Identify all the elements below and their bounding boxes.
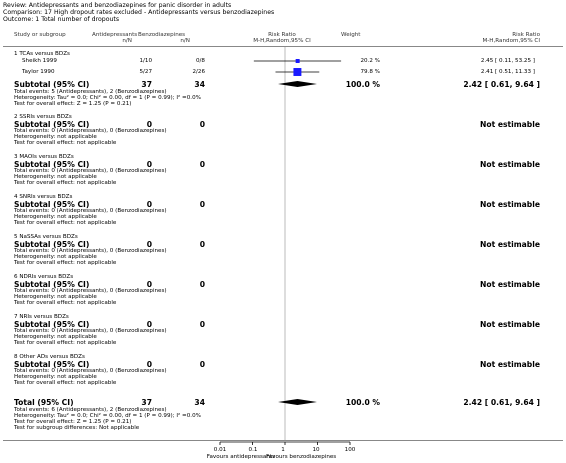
not-estimable: Not estimable xyxy=(480,360,540,369)
tick-label: 10 xyxy=(312,447,320,453)
col-benzodiazepines-sub: n/N xyxy=(180,38,190,44)
tick-label: 100 xyxy=(344,447,356,453)
subtotal-label: Subtotal (95% CI) xyxy=(14,200,90,209)
subtotal-weight: 100.0 % xyxy=(345,80,380,89)
subtotal-rr: 2.42 [ 0.61, 9.64 ] xyxy=(463,80,540,89)
subtotal-ad: 0 xyxy=(146,200,152,209)
not-estimable: Not estimable xyxy=(480,200,540,209)
heterogeneity: Heterogeneity: not applicable xyxy=(14,374,97,380)
subtotal-bz: 0 xyxy=(199,200,205,209)
subtotal-label: Subtotal (95% CI) xyxy=(14,240,90,249)
heterogeneity: Heterogeneity: not applicable xyxy=(14,254,97,260)
heterogeneity: Heterogeneity: Tau² = 0.0; Chi² = 0.00, df = 1 (P = 0.99); I² =0.0% xyxy=(14,95,201,101)
pooled-diamond xyxy=(278,81,317,87)
total-events: Total events: 0 (Antidepressants), 0 (Benzodiazepines) xyxy=(14,128,167,134)
subtotal-bz: 0 xyxy=(199,360,205,369)
subtotal-bz: 0 xyxy=(199,160,205,169)
not-estimable: Not estimable xyxy=(480,240,540,249)
not-estimable: Not estimable xyxy=(480,280,540,289)
subtotal-label: Subtotal (95% CI) xyxy=(14,360,90,369)
heterogeneity: Heterogeneity: not applicable xyxy=(14,294,97,300)
col-rr-sub: M-H,Random,95% CI xyxy=(482,38,540,44)
subtotal-bz: 0 xyxy=(199,320,205,329)
subtotal-ad: 0 xyxy=(146,160,152,169)
subtotal-ad: 0 xyxy=(146,360,152,369)
pooled-diamond xyxy=(278,399,317,405)
not-estimable: Not estimable xyxy=(480,120,540,129)
col-weight: Weight xyxy=(341,32,361,38)
subtotal-ad: 0 xyxy=(146,120,152,129)
col-study: Study or subgroup xyxy=(14,32,66,38)
study-effect-box xyxy=(293,68,301,76)
col-antidepressants: Antidepressants xyxy=(92,32,138,38)
group-title: 5 NaSSAs versus BDZs xyxy=(14,234,78,240)
col-rr: Risk Ratio xyxy=(512,32,540,38)
total-events: Total events: 0 (Antidepressants), 0 (Benzodiazepines) xyxy=(14,328,167,334)
favours-left-label: Favours antidepressants xyxy=(206,454,275,460)
total-rr: 2.42 [ 0.61, 9.64 ] xyxy=(463,398,540,407)
heterogeneity: Heterogeneity: not applicable xyxy=(14,134,97,140)
study-bz: 2/26 xyxy=(192,69,205,75)
study-rr: 2.45 [ 0.11, 53.25 ] xyxy=(480,58,535,64)
col-antidepressants-sub: n/N xyxy=(122,38,132,44)
overall-effect: Test for overall effect: not applicable xyxy=(14,380,117,386)
study-bz: 0/8 xyxy=(195,58,205,64)
study-effect-box xyxy=(296,59,300,63)
total-bz: 34 xyxy=(194,398,205,407)
overall-effect: Test for overall effect: not applicable xyxy=(14,180,117,186)
total-weight: 100.0 % xyxy=(345,398,380,407)
tick-label: 0.1 xyxy=(248,447,258,453)
group-title: 7 NRIs versus BDZs xyxy=(14,314,69,320)
group-title: 6 NDRIs versus BDZs xyxy=(14,274,74,280)
overall-effect: Test for overall effect: not applicable xyxy=(14,260,117,266)
overall-effect: Test for overall effect: not applicable xyxy=(14,140,117,146)
study-name: Sheikh 1999 xyxy=(22,58,57,64)
study-name: Taylor 1990 xyxy=(22,69,55,75)
group-title: 2 SSRIs versus BDZs xyxy=(14,114,72,120)
total-label: Total (95% CI) xyxy=(14,398,74,407)
comparison-title: Comparison: 17 High dropout rates excluded - Antidepressants versus benzodiazepines xyxy=(3,9,275,16)
outcome-title: Outcome: 1 Total number of dropouts xyxy=(3,16,120,23)
tick-label: 1 xyxy=(281,447,285,453)
subtotal-ad: 0 xyxy=(146,240,152,249)
subtotal-label: Subtotal (95% CI) xyxy=(14,320,90,329)
total-events: Total events: 6 (Antidepressants), 2 (Benzodiazepines) xyxy=(14,407,167,413)
subgroup-differences: Test for subgroup differences: Not applicable xyxy=(14,425,140,431)
total-events: Total events: 0 (Antidepressants), 0 (Benzodiazepines) xyxy=(14,208,167,214)
col-rr-plot: Risk Ratio xyxy=(268,32,296,38)
review-title: Review: Antidepressants and benzodiazepines for panic disorder in adults xyxy=(3,2,232,9)
favours-right-label: Favours benzodiazepines xyxy=(266,454,337,460)
group-title: 8 Other ADs versus BDZs xyxy=(14,354,85,360)
subtotal-ad: 0 xyxy=(146,280,152,289)
heterogeneity: Heterogeneity: not applicable xyxy=(14,214,97,220)
subtotal-ad: 37 xyxy=(141,80,152,89)
subtotal-ad: 0 xyxy=(146,320,152,329)
overall-effect: Test for overall effect: Z = 1.25 (P = 0.21) xyxy=(14,419,132,425)
group-title: 1 TCAs versus BDZs xyxy=(14,51,70,57)
total-events: Total events: 0 (Antidepressants), 0 (Benzodiazepines) xyxy=(14,368,167,374)
overall-effect: Test for overall effect: not applicable xyxy=(14,220,117,226)
total-events: Total events: 0 (Antidepressants), 0 (Benzodiazepines) xyxy=(14,168,167,174)
heterogeneity: Heterogeneity: Tau² = 0.0; Chi² = 0.00, df = 1 (P = 0.99); I² =0.0% xyxy=(14,413,201,419)
total-events: Total events: 0 (Antidepressants), 0 (Benzodiazepines) xyxy=(14,248,167,254)
total-events: Total events: 0 (Antidepressants), 0 (Benzodiazepines) xyxy=(14,288,167,294)
subtotal-label: Subtotal (95% CI) xyxy=(14,80,90,89)
study-rr: 2.41 [ 0.51, 11.33 ] xyxy=(480,69,535,75)
not-estimable: Not estimable xyxy=(480,320,540,329)
subtotal-bz: 0 xyxy=(199,240,205,249)
group-title: 4 SNRIs versus BDZs xyxy=(14,194,73,200)
study-weight: 20.2 % xyxy=(360,58,380,64)
subtotal-bz: 0 xyxy=(199,280,205,289)
study-weight: 79.8 % xyxy=(360,69,380,75)
subtotal-bz: 34 xyxy=(194,80,205,89)
subtotal-label: Subtotal (95% CI) xyxy=(14,160,90,169)
not-estimable: Not estimable xyxy=(480,160,540,169)
total-events: Total events: 5 (Antidepressants), 2 (Benzodiazepines) xyxy=(14,89,167,95)
heterogeneity: Heterogeneity: not applicable xyxy=(14,174,97,180)
overall-effect: Test for overall effect: not applicable xyxy=(14,340,117,346)
subtotal-label: Subtotal (95% CI) xyxy=(14,120,90,129)
heterogeneity: Heterogeneity: not applicable xyxy=(14,334,97,340)
study-ad: 5/27 xyxy=(139,69,152,75)
study-ad: 1/10 xyxy=(139,58,152,64)
tick-label: 0.01 xyxy=(213,447,227,453)
overall-effect: Test for overall effect: Z = 1.25 (P = 0.21) xyxy=(14,101,132,107)
total-ad: 37 xyxy=(141,398,152,407)
group-title: 3 MAOIs versus BDZs xyxy=(14,154,74,160)
subtotal-bz: 0 xyxy=(199,120,205,129)
overall-effect: Test for overall effect: not applicable xyxy=(14,300,117,306)
subtotal-label: Subtotal (95% CI) xyxy=(14,280,90,289)
col-benzodiazepines: Benzodiazepines xyxy=(138,32,186,38)
col-rr-plot-sub: M-H,Random,95% CI xyxy=(253,38,311,44)
